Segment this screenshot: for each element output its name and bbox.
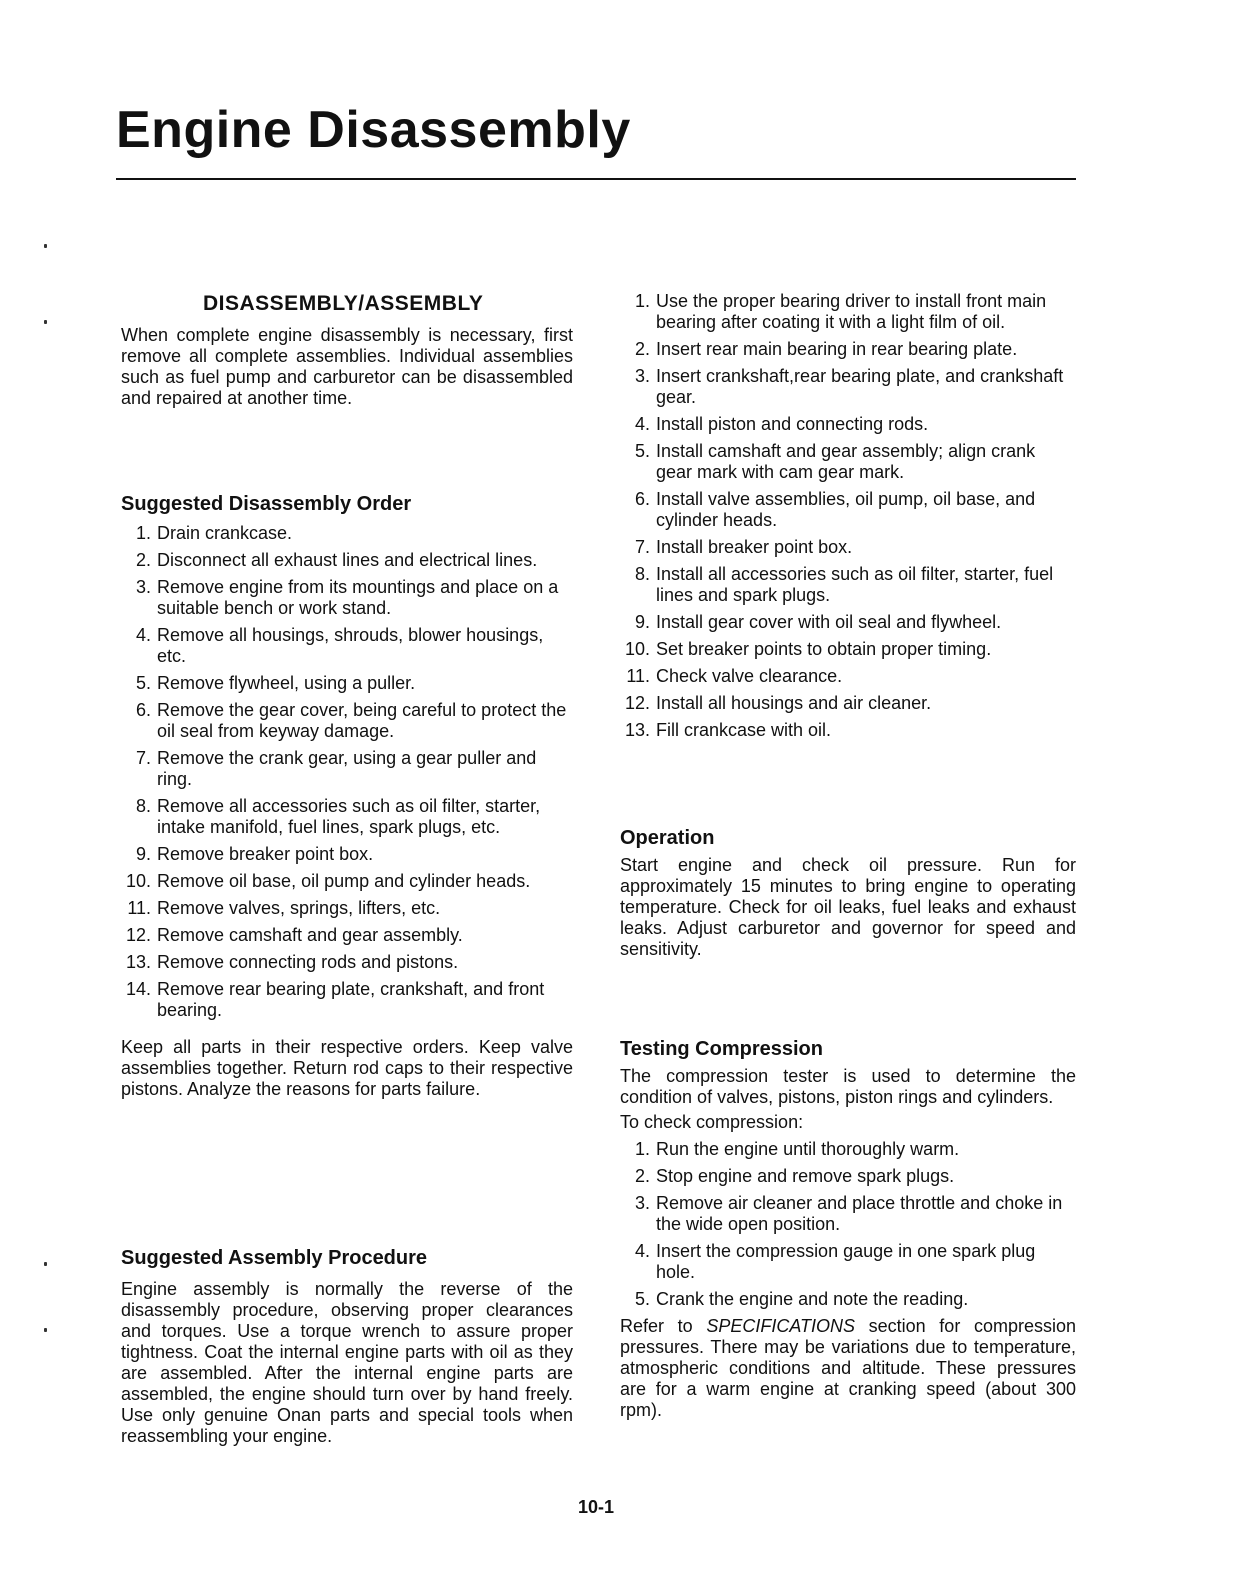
list-item-text: Insert crankshaft,rear bearing plate, and crankshaft gear. [656, 366, 1064, 407]
list-item-text: Fill crankcase with oil. [656, 720, 832, 740]
list-item-number: 7. [135, 748, 151, 768]
list-item [620, 441, 1076, 483]
list-item [121, 577, 573, 619]
operation-section [620, 828, 1076, 960]
list-item-text: Insert the compression gauge in one spark plug hole. [656, 1241, 1036, 1282]
list-item-text: Install breaker point box. [656, 537, 853, 557]
list-item-text: Remove valves, springs, lifters, etc. [157, 898, 441, 918]
margin-speck [44, 244, 47, 248]
page-title: Engine Disassembly [116, 101, 631, 159]
list-item-text: Remove the crank gear, using a gear puller and ring. [157, 748, 537, 789]
list-item [620, 666, 1076, 687]
list-item [620, 693, 1076, 714]
list-item-text: Remove flywheel, using a puller. [157, 673, 416, 693]
list-item-text: Install all housings and air cleaner. [656, 693, 932, 713]
list-item-text: Install piston and connecting rods. [656, 414, 929, 434]
list-item [620, 339, 1076, 360]
intro-paragraph-block [121, 325, 573, 409]
compression-intro: The compression tester is used to determine the condition of valves, pistons, piston rings and cylinders. [620, 1066, 1076, 1107]
list-item [620, 639, 1076, 660]
list-item-number: 6. [634, 489, 650, 509]
list-item-text: Run the engine until thoroughly warm. [656, 1139, 960, 1159]
list-item-text: Remove rear bearing plate, crankshaft, and front bearing. [157, 979, 545, 1020]
list-item-text: Remove all housings, shrouds, blower housings, etc. [157, 625, 544, 666]
list-item [620, 366, 1076, 408]
list-item-number: 9. [135, 844, 151, 864]
list-item [121, 898, 573, 919]
refer-suffix: section for compression pressures. There may be variations due to temperature, atmospheric conditions and altitude. These pressures are for a warm engine at cranking speed (about 300 rpm). [620, 1316, 1076, 1420]
refer-prefix: Refer to [620, 1316, 693, 1336]
margin-speck [44, 1262, 47, 1266]
assembly-steps-list [620, 291, 1076, 741]
list-item [620, 537, 1076, 558]
assembly-paragraph: Engine assembly is normally the reverse of the disassembly procedure, observing proper clearances and torques. Use a torque wrench to assure proper tightness. Coat the internal engine parts with oil as they are assembled. After the internal engine parts are assembled, the engine should turn over by hand freely. Use only genuine Onan parts and special tools when reassembling your engine. [121, 1279, 573, 1446]
list-item [121, 550, 573, 571]
assembly-steps-section [620, 291, 1076, 747]
list-item-text: Use the proper bearing driver to install front main bearing after coating it with a light film of oil. [656, 291, 1047, 332]
list-item-text: Install camshaft and gear assembly; align crank gear mark with cam gear mark. [656, 441, 1036, 482]
list-item-text: Remove air cleaner and place throttle and choke in the wide open position. [656, 1193, 1063, 1234]
list-item-number: 2. [634, 339, 650, 359]
list-item-number: 1. [135, 523, 151, 543]
list-item-number: 12. [624, 693, 650, 713]
list-item [121, 796, 573, 838]
list-item [620, 1241, 1076, 1283]
keep-parts-paragraph: Keep all parts in their respective orders. Keep valve assemblies together. Return rod caps to their respective pistons. Analyze the reasons for parts failure. [121, 1037, 573, 1099]
list-item-number: 1. [634, 1139, 650, 1159]
list-item [620, 720, 1076, 741]
margin-speck [44, 320, 47, 324]
list-item-number: 8. [634, 564, 650, 584]
list-item-text: Crank the engine and note the reading. [656, 1289, 969, 1309]
title-divider [116, 178, 1076, 180]
list-item [121, 871, 573, 892]
list-item-text: Check valve clearance. [656, 666, 843, 686]
list-item-text: Remove the gear cover, being careful to protect the oil seal from keyway damage. [157, 700, 567, 741]
compression-check-label: To check compression: [620, 1112, 804, 1132]
disassembly-heading: Suggested Disassembly Order [121, 493, 412, 515]
list-item [121, 673, 573, 694]
disassembly-section [121, 494, 573, 1100]
list-item [121, 523, 573, 544]
list-item [620, 414, 1076, 435]
list-item-number: 7. [634, 537, 650, 557]
list-item [620, 291, 1076, 333]
list-item [620, 564, 1076, 606]
list-item-number: 4. [634, 414, 650, 434]
list-item [620, 1193, 1076, 1235]
refer-paragraph [620, 1316, 1076, 1421]
operation-heading: Operation [620, 827, 715, 849]
list-item-text: Install valve assemblies, oil pump, oil base, and cylinder heads. [656, 489, 1036, 530]
list-item [121, 748, 573, 790]
list-item-number: 3. [135, 577, 151, 597]
list-item-text: Remove oil base, oil pump and cylinder heads. [157, 871, 531, 891]
list-item [121, 925, 573, 946]
list-item-text: Drain crankcase. [157, 523, 293, 543]
margin-speck [44, 1328, 47, 1332]
operation-paragraph: Start engine and check oil pressure. Run for approximately 15 minutes to bring engine to operating temperature. Check for oil leaks, fuel leaks and exhaust leaks. Adjust carburetor and governor for speed and sensitivity. [620, 855, 1076, 959]
list-item-number: 5. [634, 1289, 650, 1309]
list-item-text: Remove breaker point box. [157, 844, 374, 864]
list-item-number: 3. [634, 1193, 650, 1213]
list-item-number: 13. [125, 952, 151, 972]
list-item-number: 5. [634, 441, 650, 461]
list-item [121, 952, 573, 973]
list-item-text: Insert rear main bearing in rear bearing plate. [656, 339, 1018, 359]
list-item-number: 12. [125, 925, 151, 945]
list-item-text: Install gear cover with oil seal and flywheel. [656, 612, 1002, 632]
list-item-number: 10. [125, 871, 151, 891]
list-item-number: 9. [634, 612, 650, 632]
compression-heading: Testing Compression [620, 1038, 823, 1060]
list-item-number: 14. [125, 979, 151, 999]
section-title: DISASSEMBLY/ASSEMBLY [203, 292, 484, 315]
compression-section [620, 1039, 1076, 1421]
list-item-number: 11. [127, 898, 151, 918]
list-item [121, 625, 573, 667]
list-item [121, 844, 573, 865]
list-item-number: 6. [135, 700, 151, 720]
list-item-text: Stop engine and remove spark plugs. [656, 1166, 955, 1186]
list-item-number: 2. [135, 550, 151, 570]
disassembly-list [121, 523, 573, 1021]
intro-paragraph: When complete engine disassembly is necessary, first remove all complete assemblies. Individual assemblies such as fuel pump and carburetor can be disassembled and repaired at another time. [121, 325, 573, 408]
list-item-text: Set breaker points to obtain proper timing. [656, 639, 992, 659]
list-item [620, 1139, 1076, 1160]
assembly-section [121, 1248, 573, 1447]
compression-steps-list [620, 1139, 1076, 1310]
list-item-number: 10. [624, 639, 650, 659]
specifications-reference: SPECIFICATIONS [706, 1316, 855, 1336]
list-item [620, 1289, 1076, 1310]
list-item-number: 4. [135, 625, 151, 645]
list-item-number: 11. [626, 666, 650, 686]
list-item-number: 1. [634, 291, 650, 311]
list-item-text: Remove engine from its mountings and place on a suitable bench or work stand. [157, 577, 559, 618]
list-item-text: Remove camshaft and gear assembly. [157, 925, 463, 945]
list-item [121, 979, 573, 1021]
list-item-number: 13. [624, 720, 650, 740]
list-item-number: 4. [634, 1241, 650, 1261]
assembly-heading: Suggested Assembly Procedure [121, 1247, 428, 1269]
list-item-text: Remove all accessories such as oil filter, starter, intake manifold, fuel lines, spark plugs, etc. [157, 796, 541, 837]
list-item [121, 700, 573, 742]
list-item-number: 3. [634, 366, 650, 386]
list-item-number: 2. [634, 1166, 650, 1186]
list-item [620, 612, 1076, 633]
list-item-number: 8. [135, 796, 151, 816]
list-item-text: Install all accessories such as oil filter, starter, fuel lines and spark plugs. [656, 564, 1054, 605]
list-item [620, 1166, 1076, 1187]
list-item [620, 489, 1076, 531]
list-item-number: 5. [135, 673, 151, 693]
list-item-text: Remove connecting rods and pistons. [157, 952, 459, 972]
page-number: 10-1 [578, 1497, 615, 1517]
list-item-text: Disconnect all exhaust lines and electrical lines. [157, 550, 538, 570]
